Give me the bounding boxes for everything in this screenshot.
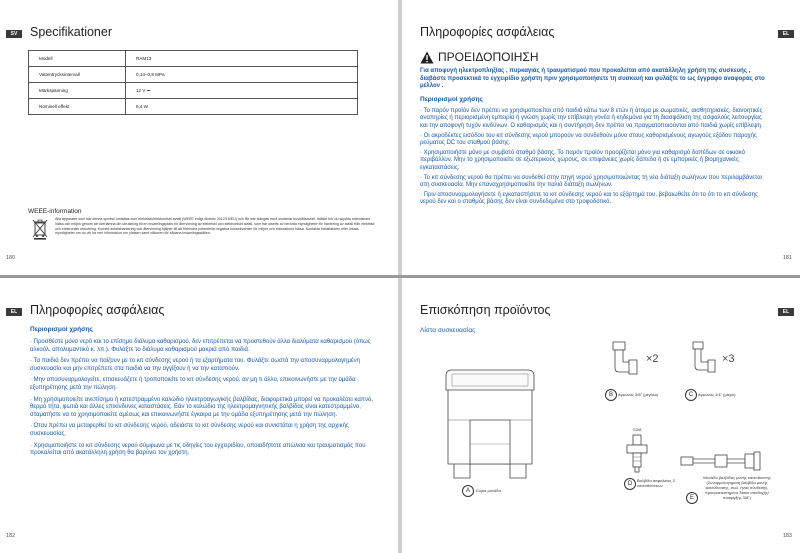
list-item: · Τα παιδιά δεν πρέπει να παίζουν με το κιτ σύνδεσης νερού ή τα εξαρτήματα του. Φυλάξτε σωστά την αποσυναρμολογημένη συσκευασία και μην επιτρέπετε στα παιδιά να την αγγίξουν ή να την καταπιούν. bbox=[30, 358, 360, 372]
table-row bbox=[29, 51, 358, 67]
language-tab: EL bbox=[6, 308, 22, 316]
language-tab: EL bbox=[778, 308, 794, 316]
part-code: G3/8 bbox=[632, 427, 642, 432]
list-item: · Πριν αποσυναρμολογήσετε ή εγκαταστήσετε το κιτ σύνδεσης νερού και το εξάρτημά του, βεβαιωθείτε ότι το ότι το κιτ σύνδεσης νερού δεν και ο σταθμός βάσης δεν είναι συνδεδεμένα στο τροφοδοτικό. bbox=[420, 191, 758, 206]
crossed-bin-icon bbox=[32, 218, 48, 240]
list-item: · Χρησιμοποιήστε μόνο με συμβατό σταθμό βάσης. Το παρόν προϊόν προορίζεται μόνο για καθαρισμό δαπέδων σε οικιακό περιβάλλον. Μην το χρησιμοποιείτε σε εξωτερικούς χώρους, σε επιφάνειες χωρίς δάπεδο ή σε εμπορικές ή βιομηχανικές εγκαταστάσεις. bbox=[420, 149, 745, 171]
item-caption: Βαλβίδα ασφαλείας 3 κατευθύνσεων bbox=[637, 478, 675, 488]
page-title: Επισκόπηση προϊόντος bbox=[420, 303, 551, 317]
page-title: Specifikationer bbox=[30, 25, 112, 39]
table-row bbox=[29, 99, 358, 115]
section-heading: Λίστα συσκευασίας bbox=[420, 327, 476, 334]
item-caption: Κύρια μονάδα bbox=[476, 488, 501, 493]
spec-value: 0,14–0,8 MPa bbox=[126, 67, 358, 83]
spec-value: 8,4 W bbox=[126, 99, 358, 115]
table-row bbox=[29, 67, 358, 83]
item-marker-d: D bbox=[624, 478, 636, 490]
elbow-small-illustration bbox=[688, 340, 718, 374]
language-tab: EL bbox=[778, 30, 794, 38]
spec-label: Märkspänning bbox=[29, 83, 126, 99]
list-item: · Το κιτ σύνδεσης νερού θα πρέπει να συνδεθεί στην πηγή νερού χρησιμοποιώντας τη νέα διάταξη σωλήνων που περιλαμβάνεται στη συσκευασία. Μην επαναχρησιμοποιείτε την παλιά διάταξη σωλήνων. bbox=[420, 174, 763, 189]
language-tab: SV bbox=[6, 30, 22, 38]
spec-table bbox=[28, 50, 358, 115]
warning-triangle-icon bbox=[420, 51, 434, 64]
section-heading: Περιορισμοί χρήσης bbox=[420, 95, 483, 103]
list-item: · Μη χρησιμοποιείτε ανεπίσημο ή κατεστραμμένο καλώδιο ηλεκτροαγωγικής βαλβίδας, διαφορετικά μπορεί να προκαλέσει καπνό, θερμό τήτα, φωτιά και άλλες επικίνδυνες καταστάσεις. Εάν το καλώδιο της ηλεκτρομαγνητικής βαλβίδας είναι κατεστραμμένο, σταματήστε να το χρησιμοποιείτε αμέσως και επικοινωνήστε έγκαιρα με την ομάδα εξυπηρέτησης μετά την πώληση. bbox=[30, 396, 373, 418]
page-specifications bbox=[0, 0, 398, 275]
page-safety-information-continued bbox=[0, 278, 398, 553]
item-quantity: ×3 bbox=[722, 353, 735, 365]
list-item: · Προσθέστε μόνο νερό και το επίσημο διάλυμα καθαρισμού, δεν επιτρέπεται να προστεθούν άλλα διαλύματα καθαρισμού (όπως αλκοόλ, απολυμαντικό κ. λπ.). Φυλάξτε το διάλυμα καθαρισμού μακριά από παιδιά. bbox=[30, 339, 371, 353]
warning-label: ΠΡΟΕΙΔΟΠΟΙΗΣΗ bbox=[438, 50, 539, 64]
warning-header bbox=[420, 50, 539, 64]
safety-content bbox=[420, 68, 770, 209]
section-heading: Περιορισμοί χρήσης bbox=[30, 326, 93, 333]
page-title: Πληροφορίες ασφάλειας bbox=[420, 25, 555, 39]
page-number: 181 bbox=[782, 255, 792, 261]
page-title: Πληροφορίες ασφάλειας bbox=[30, 303, 165, 317]
safety-valve-illustration bbox=[624, 434, 650, 474]
item-quantity: ×2 bbox=[646, 353, 659, 365]
item-marker-c: C bbox=[685, 389, 697, 401]
list-item: · Το παρόν προϊόν δεν πρέπει να χρησιμοποιείται από παιδιά κάτω των 8 ετών ή άτομα με σωματικές, αισθητηριακές, διανοητικές αναπηρίες ή περιορισμένη εμπειρία ή γνώση χωρίς την επίβλεψη γονέα ή κηδεμόνα για τη διασφάλιση της ασφαλούς λειτουργίας και την αποφυγή τυχόν κινδύνων. Ο καθαρισμός και η συντήρηση δεν πρέπει να πραγματοποιούνται από παιδιά χωρίς επίβλεψη. bbox=[420, 107, 763, 129]
item-marker-b: B bbox=[605, 389, 617, 401]
safety-content bbox=[30, 326, 380, 462]
elbow-large-illustration bbox=[609, 340, 639, 376]
item-caption: Μονάδα βαλβίδας μονής κατεύθυνσης (Συναρμολογημένη βαλβίδα μονής κατεύθυνσης, σωλ. ήνας σύνδεσης, προεγκατεστημένο δίσκο υποδοχής/σύσφιγξης 3/8") bbox=[703, 475, 771, 500]
list-item: · Οι ακροδέκτες εισόδου του κιτ σύνδεσης νερού μπορούν να συνδεθούν μόνο στους καθορισμένους αγωγούς εξόδου παροχής ρεύματος DC του σταθμού βάσης. bbox=[420, 132, 757, 147]
item-caption: Αγκώνας 3/8" (μεγάλο) bbox=[618, 392, 659, 397]
intro-paragraph: Για αποφυγή ηλεκτροπληξίας , πυρκαγιάς ή τραυματισμού που προκαλείται από ακατάλληλη χρήση της συσκευής , διαβάστε προσεκτικά το εγχειρίδιο χρήστη πριν χρησιμοποιήσετε τη συσκευή και φυλάξτε το ως έγγραφο αναφοράς στο μέλλον . bbox=[420, 68, 765, 90]
item-marker-a: A bbox=[462, 485, 474, 497]
list-item: · Μην αποσυναρμολογείτε, επισκευάζετε ή τροποποιείτε το κιτ σύνδεσης νερού, αν μη τι άλλο, επικοινωνήστε με την ομάδα εξυπηρέτησης μετά την πώληση. bbox=[30, 377, 356, 391]
table-row bbox=[29, 83, 358, 99]
page-number: 180 bbox=[6, 255, 16, 261]
list-item: · Χρησιμοποιήστε το κιτ σύνδεσης νερού σύμφωνα με τις οδηγίες του εγχειριδίου, οποιαδήποτε απώλεια και τραυματισμός που προκαλείται από ακατάλληλη χρήση θα βαρύνει τον χρήστη. bbox=[30, 442, 366, 457]
spec-value: 12 V ⎓ bbox=[126, 83, 358, 99]
spec-value: RAM13 bbox=[126, 51, 358, 67]
page-product-overview bbox=[402, 278, 800, 553]
weee-heading: WEEE-information bbox=[28, 208, 82, 215]
item-marker-e: E bbox=[686, 492, 698, 504]
check-valve-assembly-illustration bbox=[680, 450, 762, 472]
weee-description: Alla apparater som bär denna symbol omfattas som elektriskt/elektroniskt avfall (WEEE enligt direktiv 2012/19/EU) och får inte slängas med osorterat hushållsavfall. Istället bör du skydda människors hälsa och miljön genom att överlämna din utrustning till en insamlingsplats för återvinning av elektriskt och elektroniskt avfall, som har utsetts av berörda myndigheter för hantering av avfall från elektrisk och elektronisk utrustning. Korrekt avfallshantering och återvinning hjälper till att förhindra potentiella negativa konsekvenser för miljön och människors hälsa. Kontakta installatören eller lokala myndigheter om du vill ha mer information om platsen samt villkoren för sådana insamlingsställen. bbox=[55, 217, 375, 236]
list-item: · Όταν πρέπει να μεταφερθεί το κιτ σύνδεσης νερού, αδειάστε το κιτ σύνδεσης νερού και συνιστάται η χρήση της αρχικής συσκευασίας. bbox=[30, 423, 349, 437]
item-caption: Αγκώνας 1/4" (μικρό) bbox=[698, 392, 736, 397]
spec-label: Nominell effekt bbox=[29, 99, 126, 115]
page-safety-information bbox=[402, 0, 800, 275]
page-number: 182 bbox=[6, 533, 16, 539]
main-unit-illustration bbox=[440, 366, 540, 486]
page-number: 183 bbox=[782, 533, 792, 539]
spec-label: Vattentrycksintervall bbox=[29, 67, 126, 83]
spec-label: Modell bbox=[29, 51, 126, 67]
